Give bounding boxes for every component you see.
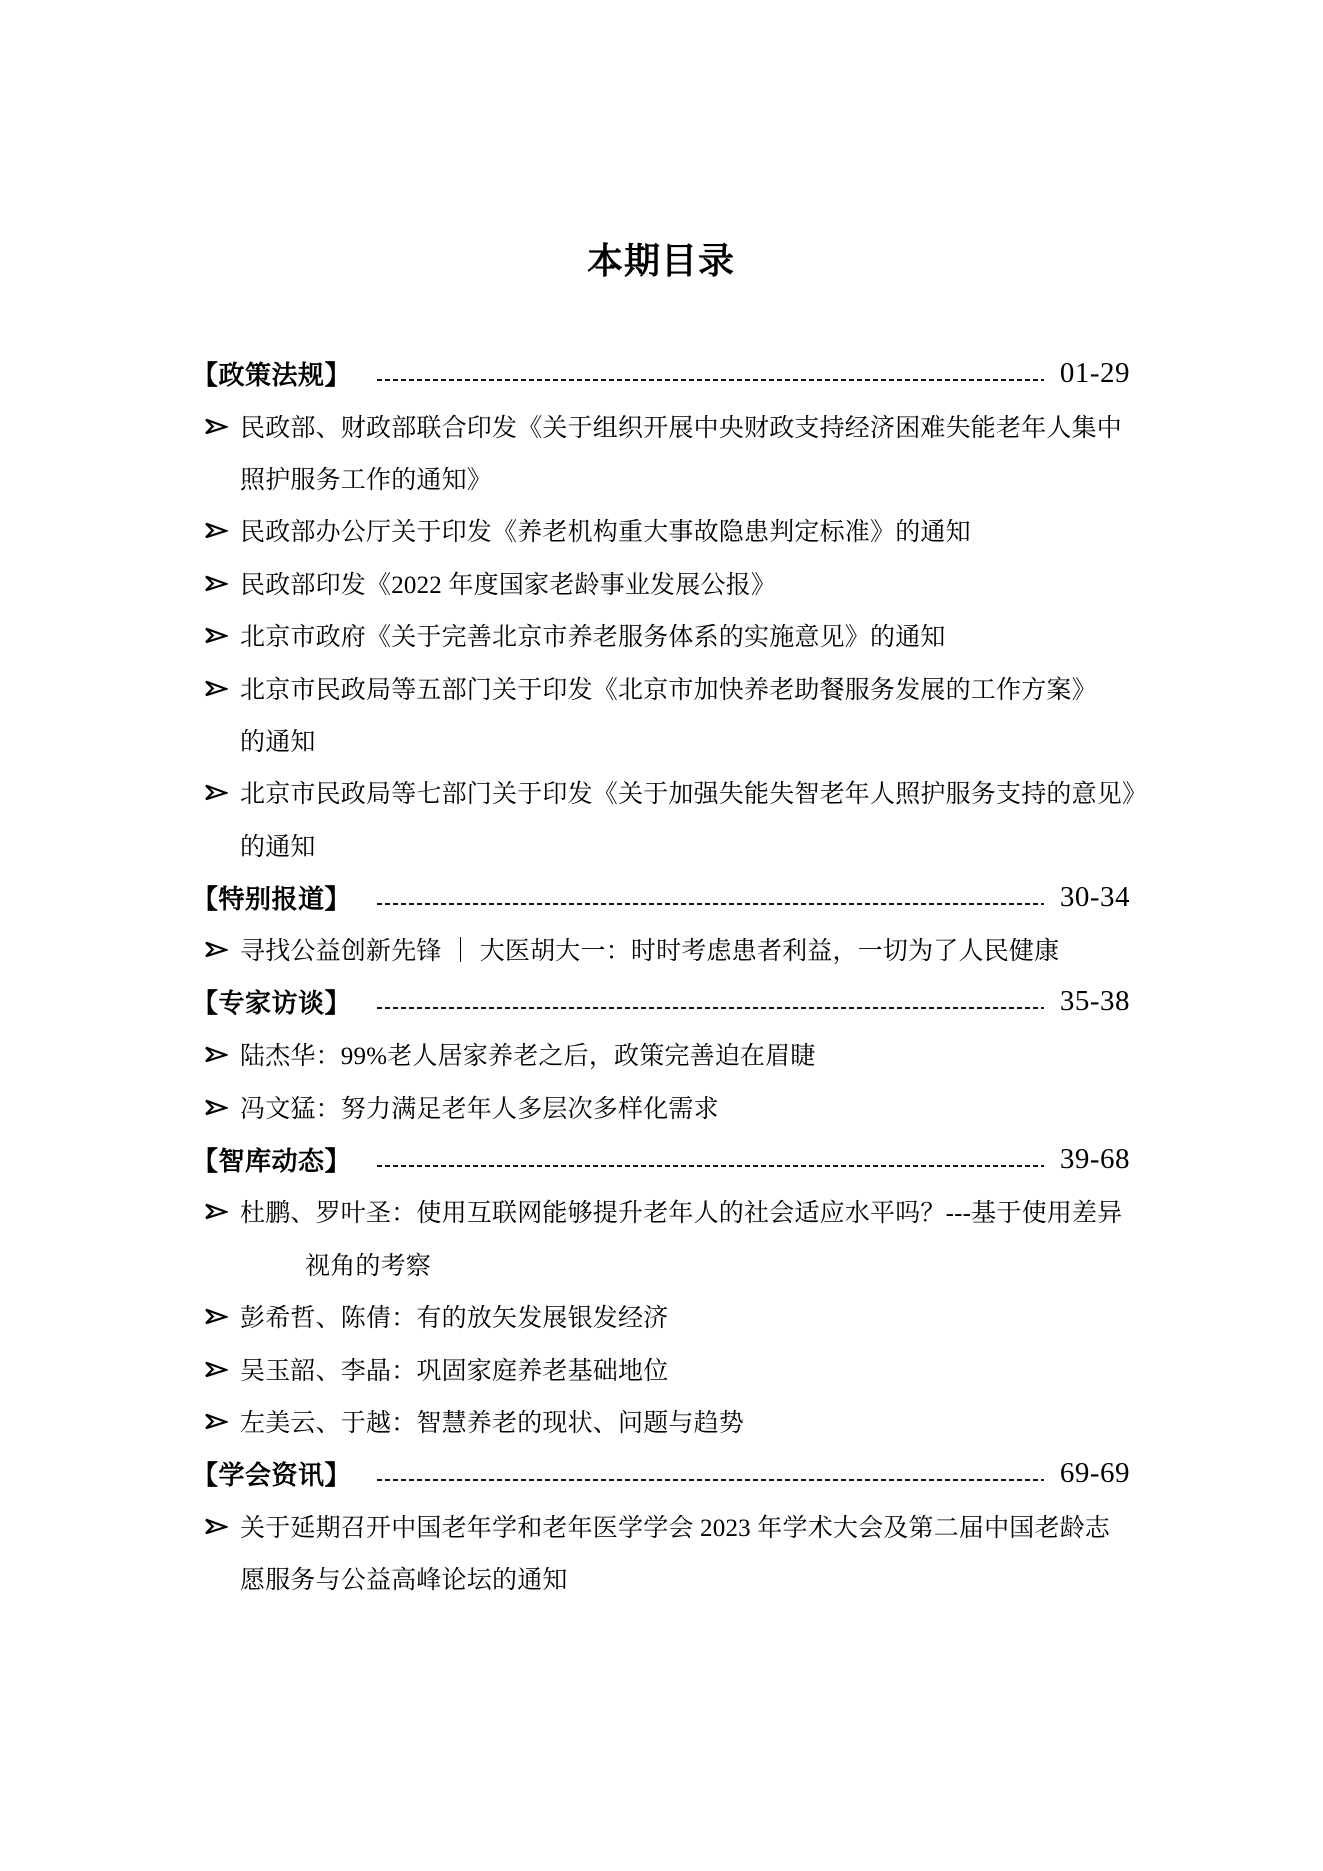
toc-item-continuation [192, 452, 1130, 504]
toc-item [192, 399, 1130, 451]
toc-item [192, 504, 1130, 556]
arrowhead-right-icon [204, 1306, 228, 1326]
arrowhead-right-icon [204, 1044, 228, 1064]
section-page-range: 01-29 [1059, 356, 1130, 389]
toc-item-text: 杜鹏、罗叶圣：使用互联网能够提升老年人的社会适应水平吗？---基于使用差异 [240, 1200, 1123, 1228]
toc-section-header [192, 1447, 1130, 1499]
section-page-range: 69-69 [1059, 1456, 1130, 1489]
toc-item-text: 民政部办公厅关于印发《养老机构重大事故隐患判定标准》的通知 [240, 519, 971, 547]
arrowhead-right-icon [204, 416, 228, 436]
arrowhead-right-icon [204, 573, 228, 593]
arrowhead-right-icon [204, 939, 228, 959]
section-label: 【政策法规】 [192, 359, 352, 390]
section-label: 【专家访谈】 [192, 988, 352, 1019]
toc-item-text: 北京市政府《关于完善北京市养老服务体系的实施意见》的通知 [240, 624, 946, 652]
toc-item [192, 661, 1130, 713]
toc-item-text: 关于延期召开中国老年学和老年医学学会 2023 年学术大会及第二届中国老龄志 [240, 1514, 1111, 1542]
dotted-leader-line [377, 1479, 1044, 1482]
toc-item [192, 1395, 1130, 1447]
section-page-range: 30-34 [1059, 880, 1130, 913]
toc-item-continuation [192, 714, 1130, 766]
arrowhead-right-icon [204, 1359, 228, 1379]
arrowhead-right-icon [204, 1097, 228, 1117]
arrowhead-right-icon [204, 1516, 228, 1536]
toc-section-header [192, 1133, 1130, 1185]
dotted-leader-line [377, 1165, 1044, 1168]
toc-section-header [192, 871, 1130, 923]
dotted-leader-line [377, 1007, 1044, 1010]
toc-item-text: 的通知 [240, 728, 316, 756]
arrowhead-right-icon [204, 782, 228, 802]
toc-item-text: 民政部印发《2022 年度国家老龄事业发展公报》 [240, 571, 777, 599]
toc-item-text: 照护服务工作的通知》 [240, 466, 493, 494]
toc-item [192, 1028, 1130, 1080]
toc-item-continuation [192, 1238, 1130, 1290]
section-page-range: 35-38 [1059, 985, 1130, 1018]
toc-item-continuation [192, 1552, 1130, 1604]
section-page-range: 39-68 [1059, 1142, 1130, 1175]
toc-item-text: 的通知 [240, 833, 316, 861]
toc-item-text: 寻找公益创新先锋 ｜ 大医胡大一：时时考虑患者利益，一切为了人民健康 [240, 938, 1060, 966]
dotted-leader-line [377, 903, 1044, 906]
toc-item [192, 1080, 1130, 1132]
arrowhead-right-icon [204, 1411, 228, 1431]
toc-section-header [192, 347, 1130, 399]
dotted-leader-line [377, 379, 1044, 382]
toc-item-text: 吴玉韶、李晶：巩固家庭养老基础地位 [240, 1357, 669, 1385]
toc-item-text: 陆杰华：99%老人居家养老之后，政策完善迫在眉睫 [240, 1043, 816, 1071]
toc-item [192, 1290, 1130, 1342]
toc-item-text: 北京市民政局等七部门关于印发《关于加强失能失智老年人照护服务支持的意见》 [240, 781, 1148, 809]
toc-item-text: 愿服务与公益高峰论坛的通知 [240, 1567, 568, 1595]
toc-item [192, 1185, 1130, 1237]
arrowhead-right-icon [204, 1201, 228, 1221]
toc-item [192, 1500, 1130, 1552]
page-title: 本期目录 [586, 241, 735, 281]
toc-item [192, 766, 1148, 818]
toc-item [192, 923, 1130, 975]
toc-item [192, 557, 1130, 609]
toc-item-text: 冯文猛：努力满足老年人多层次多样化需求 [240, 1095, 719, 1123]
toc-item-continuation [192, 819, 1130, 871]
toc-item [192, 1342, 1130, 1394]
section-label: 【特别报道】 [192, 883, 352, 914]
toc-item-text: 左美云、于越：智慧养老的现状、问题与趋势 [240, 1410, 745, 1437]
toc-section-header [192, 976, 1130, 1028]
section-label: 【学会资讯】 [192, 1459, 352, 1490]
toc-item-text: 民政部、财政部联合印发《关于组织开展中央财政支持经济困难失能老年人集中 [240, 414, 1123, 442]
arrowhead-right-icon [204, 520, 228, 540]
arrowhead-right-icon [204, 678, 228, 698]
toc-item-text: 北京市民政局等五部门关于印发《北京市加快养老助餐服务发展的工作方案》 [240, 676, 1097, 704]
arrowhead-right-icon [204, 625, 228, 645]
table-of-contents [192, 347, 1148, 1604]
toc-item-text: 视角的考察 [305, 1252, 432, 1280]
section-label: 【智库动态】 [192, 1145, 352, 1176]
toc-item-text: 彭希哲、陈倩：有的放矢发展银发经济 [240, 1305, 669, 1333]
toc-item [192, 609, 1130, 661]
